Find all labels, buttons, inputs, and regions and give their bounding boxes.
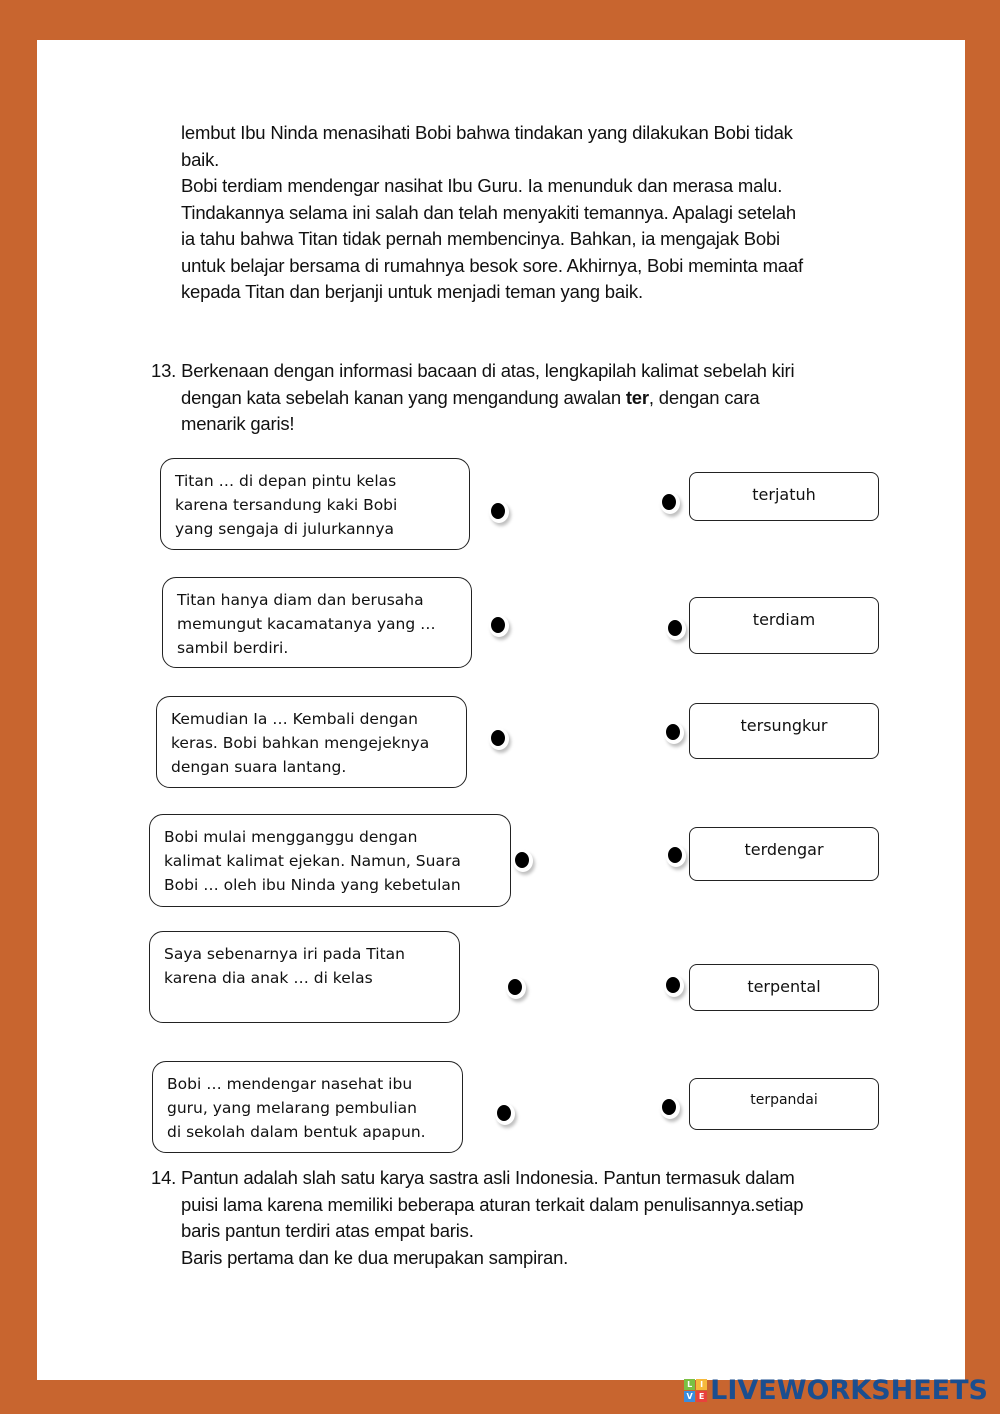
question-text: dengan kata sebelah kanan yang mengandung awalan — [181, 386, 626, 408]
left-sentence-box-5 — [149, 931, 460, 1023]
question-text: , dengan cara — [648, 386, 760, 408]
left-connector-dot-6[interactable] — [495, 1103, 515, 1125]
prefix-ter: ter — [625, 386, 649, 408]
logo-letter: I — [696, 1379, 707, 1390]
box-line: di sekolah dalam bentuk apapun. — [167, 1123, 426, 1141]
answer-box-tersungkur — [689, 703, 879, 759]
story-line: Bobi terdiam mendengar nasihat Ibu Guru. Ia menunduk dan merasa malu. — [181, 175, 783, 196]
left-connector-dot-1[interactable] — [489, 501, 509, 523]
answer-word: terpental — [747, 977, 821, 996]
story-line: ia tahu bahwa Titan tidak pernah membencinya. Bahkan, ia mengajak Bobi — [181, 228, 780, 249]
answer-box-terdengar — [689, 827, 879, 881]
box-line: karena tersandung kaki Bobi — [175, 496, 398, 514]
right-connector-dot-4[interactable] — [666, 845, 686, 867]
box-line: Titan … di depan pintu kelas — [175, 472, 397, 490]
question-14-number — [151, 1165, 176, 1192]
right-connector-dot-5[interactable] — [664, 975, 684, 997]
left-sentence-box-3 — [156, 696, 467, 788]
question-14 — [181, 1165, 803, 1271]
answer-box-terdiam — [689, 597, 879, 654]
question-13 — [151, 358, 794, 385]
box-line: keras. Bobi bahkan mengejeknya — [171, 734, 430, 752]
left-sentence-box-2 — [162, 577, 472, 668]
box-line: Bobi mulai mengganggu dengan — [164, 828, 418, 846]
question-13-cont — [181, 385, 759, 438]
question-text: Berkenaan dengan informasi bacaan di atas, lengkapilah kalimat sebelah kiri — [176, 360, 795, 381]
answer-box-terpandai — [689, 1078, 879, 1130]
box-line: kalimat kalimat ejekan. Namun, Suara — [164, 852, 461, 870]
answer-word: terdengar — [744, 840, 824, 859]
box-line: dengan suara lantang. — [171, 758, 347, 776]
story-line: Tindakannya selama ini salah dan telah menyakiti temannya. Apalagi setelah — [181, 201, 796, 223]
box-line: Bobi … mendengar nasehat ibu — [167, 1075, 413, 1093]
logo-letter: E — [696, 1391, 707, 1402]
live-icon — [684, 1379, 707, 1402]
answer-box-terpental — [689, 964, 879, 1011]
box-line: Bobi … oleh ibu Ninda yang kebetulan — [164, 876, 461, 894]
liveworksheets-logo — [684, 1375, 988, 1406]
story-line: lembut Ibu Ninda menasihati Bobi bahwa tindakan yang dilakukan Bobi tidak — [181, 122, 793, 143]
box-line: Titan hanya diam dan berusaha — [177, 591, 424, 609]
question-number: 14. — [151, 1167, 177, 1188]
story-line: kepada Titan dan berjanji untuk menjadi teman yang baik. — [181, 281, 643, 302]
box-line: memungut kacamatanya yang … — [177, 615, 436, 633]
right-connector-dot-6[interactable] — [660, 1097, 680, 1119]
left-connector-dot-5[interactable] — [506, 977, 526, 999]
left-connector-dot-2[interactable] — [489, 615, 509, 637]
question-text: baris pantun terdiri atas empat baris. — [181, 1220, 474, 1241]
answer-word: terdiam — [752, 610, 816, 629]
story-line: untuk belajar bersama di rumahnya besok sore. Akhirnya, Bobi meminta maaf — [181, 254, 803, 276]
right-connector-dot-1[interactable] — [660, 492, 680, 514]
logo-letter: L — [684, 1379, 695, 1390]
answer-box-terjatuh — [689, 472, 879, 521]
left-connector-dot-3[interactable] — [489, 728, 509, 750]
right-connector-dot-2[interactable] — [666, 618, 686, 640]
story-line: baik. — [181, 148, 220, 170]
question-text: Baris pertama dan ke dua merupakan sampiran. — [181, 1246, 569, 1268]
question-text: Pantun adalah slah satu karya sastra asli Indonesia. Pantun termasuk dalam — [181, 1167, 795, 1188]
answer-word: terpandai — [750, 1092, 818, 1108]
box-line: guru, yang melarang pembulian — [167, 1099, 417, 1117]
question-number: 13. — [151, 360, 177, 381]
box-line: Kemudian Ia … Kembali dengan — [171, 710, 418, 728]
right-connector-dot-3[interactable] — [664, 722, 684, 744]
left-sentence-box-4 — [149, 814, 511, 907]
question-text: puisi lama karena memiliki beberapa aturan terkait dalam penulisannya.setiap — [181, 1193, 804, 1215]
box-line: yang sengaja di julurkannya — [175, 520, 394, 538]
answer-word: tersungkur — [740, 716, 828, 735]
left-sentence-box-6 — [152, 1061, 463, 1153]
left-connector-dot-4[interactable] — [513, 850, 533, 872]
logo-letter: V — [684, 1391, 695, 1402]
story-paragraph — [181, 120, 803, 306]
box-line: Saya sebenarnya iri pada Titan — [164, 945, 405, 963]
question-text: menarik garis! — [181, 413, 295, 434]
answer-word: terjatuh — [752, 485, 816, 504]
box-line: karena dia anak … di kelas — [164, 969, 373, 987]
box-line: sambil berdiri. — [177, 639, 289, 657]
left-sentence-box-1 — [160, 458, 470, 550]
brand-name: LIVEWORKSHEETS — [710, 1375, 988, 1406]
